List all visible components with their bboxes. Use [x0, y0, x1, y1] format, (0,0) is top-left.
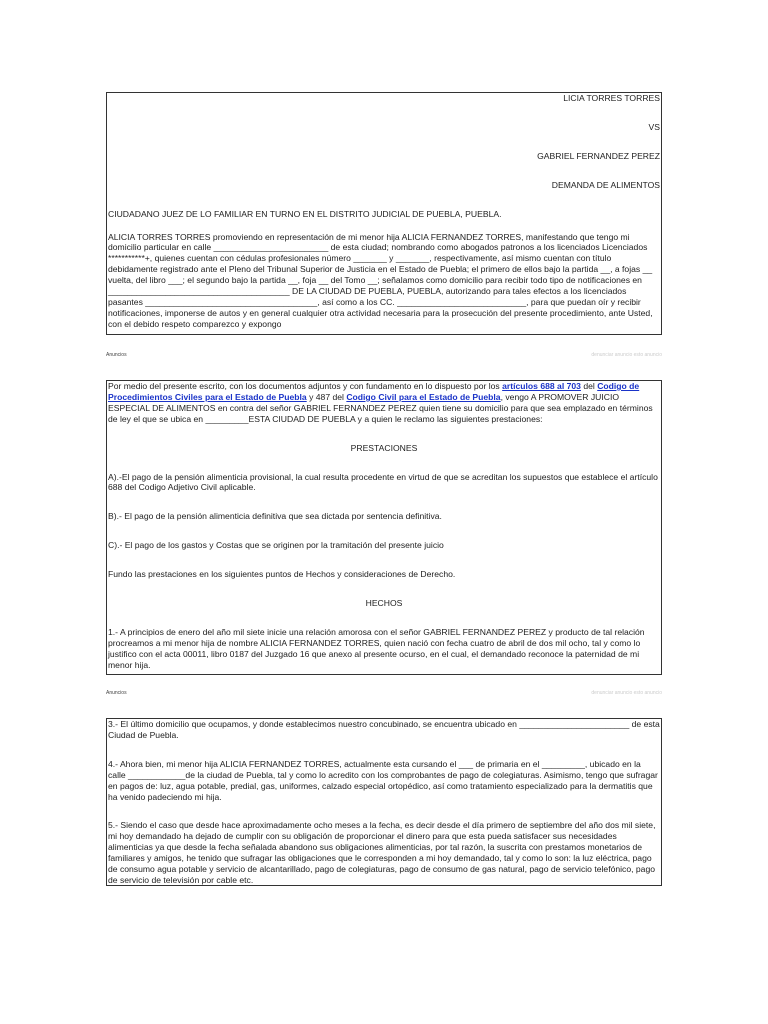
report-ad-link[interactable]: denunciar anuncio esto anuncio [591, 690, 662, 696]
versus-label: VS [648, 121, 660, 132]
intro-paragraph: ALICIA TORRES TORRES promoviendo en representación de mi menor hija ALICIA FERNANDEZ TORRES, manifestando que tengo mi domicilio particular en calle ________________________ de esta ciudad; nombrando como abogados patronos a los licenciados Licenciados ***********+, quienes cuentan con cédulas profesionales número _______ y _______, respectivamente, así mismo cuentan con título debidamente registrado ante el Pleno del Tribunal Superior de Justicia en el Estado de Puebla; el primero de ellos bajo la partida __, a fojas __ vuelta, del libro ___; el segundo bajo la partida __, foja __ del Tomo __; señalamos como domicilio para recibir todo tipo de notificaciones en ______________________________________ DE LA CIUDAD DE PUEBLA, PUEBLA, autorizando para tales efectos a los licenciados pasantes ____________________________________, así como a los CC. ___________________________, para que puedan oír y recibir notificaciones, imponerse de autos y en general cualquier otra actividad necesaria para la prosecución del presente procedimiento, ante Usted, con el debido respeto comparezco y expongo [108, 231, 653, 329]
report-ad-link[interactable]: denunciar anuncio esto anuncio [591, 352, 662, 358]
document-page-2 [106, 380, 662, 675]
item-b: B).- El pago de la pensión alimenticia definitiva que sea dictada por sentencia definitiva. [108, 511, 442, 522]
party-defendant: GABRIEL FERNANDEZ PEREZ [537, 150, 660, 161]
ad-label-text: Anuncios [106, 690, 127, 696]
hecho-4: 4.- Ahora bien, mi menor hija ALICIA FERNANDEZ TORRES, actualmente esta cursando el ___ de primaria en el _________, ubicado en la calle ____________de la ciudad de Puebla, tal y como lo acredito con los comprobantes de pago de colegiaturas. Asimismo, tengo que sufragar en pagos de: luz, agua potable, predial, gas, uniformes, calzado especial ortopédico, así como tratamiento especializado para la dermatitis que ha venido padeciendo mi hija. [108, 758, 658, 802]
heading-prestaciones: PRESTACIONES [350, 442, 418, 453]
ad-label [106, 690, 662, 696]
heading-hechos: HECHOS [365, 598, 403, 609]
link-codigo-procedimientos[interactable]: Codigo de Procedimientos Civiles para el Estado de Puebla [108, 381, 640, 402]
link-articulos[interactable]: artículos 688 al 703 [502, 381, 581, 391]
link-codigo-civil[interactable]: Codigo Civil para el Estado de Puebla [346, 391, 501, 402]
ad-label-text: Anuncios [106, 352, 127, 358]
text-segment: , vengo A PROMOVER JUICIO ESPECIAL DE ALIMENTOS en contra del señor GABRIEL FERNANDEZ PEREZ quien tiene su domicilio para que sea emplazado en términos de ley el que se ubica en _________ESTA CIUDAD DE PUEBLA y a quien le reclamo las siguientes prestaciones: [108, 391, 653, 424]
ad-label [106, 352, 662, 358]
hecho-3: 3.- El último domicilio que ocupamos, y donde establecimos nuestro concubinado, se encuentra ubicado en _______________________ de esta Ciudad de Puebla. [108, 719, 660, 740]
opening-paragraph [108, 381, 660, 425]
fundo-paragraph: Fundo las prestaciones en los siguientes puntos de Hechos y consideraciones de Derecho. [108, 569, 456, 580]
hecho-1: 1.- A principios de enero del año mil siete inicie una relación amorosa con el señor GABRIEL FERNANDEZ PEREZ y producto de tal relación procreamos a mi menor hija de nombre ALICIA FERNANDEZ TORRES, quien nació con fecha cuatro de abril de dos mil ocho, tal y como lo justifico con el acta 00011, libro 0187 del Juzgado 16 que anexo al presente ocurso, en el cual, el demandado reconoce la paternidad de mi menor hija. [108, 626, 645, 670]
document-page-3 [106, 718, 662, 886]
text-segment: Por medio del presente escrito, con los documentos adjuntos y con fundamento en lo dispuesto por los [108, 381, 503, 391]
document-page-1 [106, 92, 662, 335]
addressee: CIUDADANO JUEZ DE LO FAMILIAR EN TURNO EN EL DISTRITO JUDICIAL DE PUEBLA, PUEBLA. [108, 208, 502, 219]
document-subject: DEMANDA DE ALIMENTOS [551, 179, 660, 190]
item-c: C).- El pago de los gastos y Costas que se originen por la tramitación del presente juicio [108, 540, 444, 551]
party-plaintiff: LICIA TORRES TORRES [563, 93, 660, 103]
text-segment: del [580, 381, 598, 391]
text-segment: y 487 del [306, 391, 347, 402]
hecho-5: 5.- Siendo el caso que desde hace aproximadamente ocho meses a la fecha, es decir desde el día primero de septiembre del año dos mil siete, mi hoy demandado ha dejado de cumplir con su obligación de proporcionar el dinero para que esta pueda satisfacer sus necesidades alimenticias ya que desde la fecha señalada abandono sus obligaciones alimenticias, por tal razón, la suscrita con prestamos monetarios de familiares y amigos, he tenido que sufragar las obligaciones que le corresponden a mi hoy demandado, tal y como lo son: la luz eléctrica, pago de consumo agua potable y servicio de alcantarillado, pago de colegiaturas, pago de consumo de gas natural, pago de servicio telefónico, pago de servicio de televisión por cable etc. [108, 820, 656, 885]
item-a: A).-El pago de la pensión alimenticia provisional, la cual resulta procedente en virtud de que se acreditan los supuestos que establece el artículo 688 del Codigo Adjetivo Civil aplicable. [108, 471, 658, 493]
